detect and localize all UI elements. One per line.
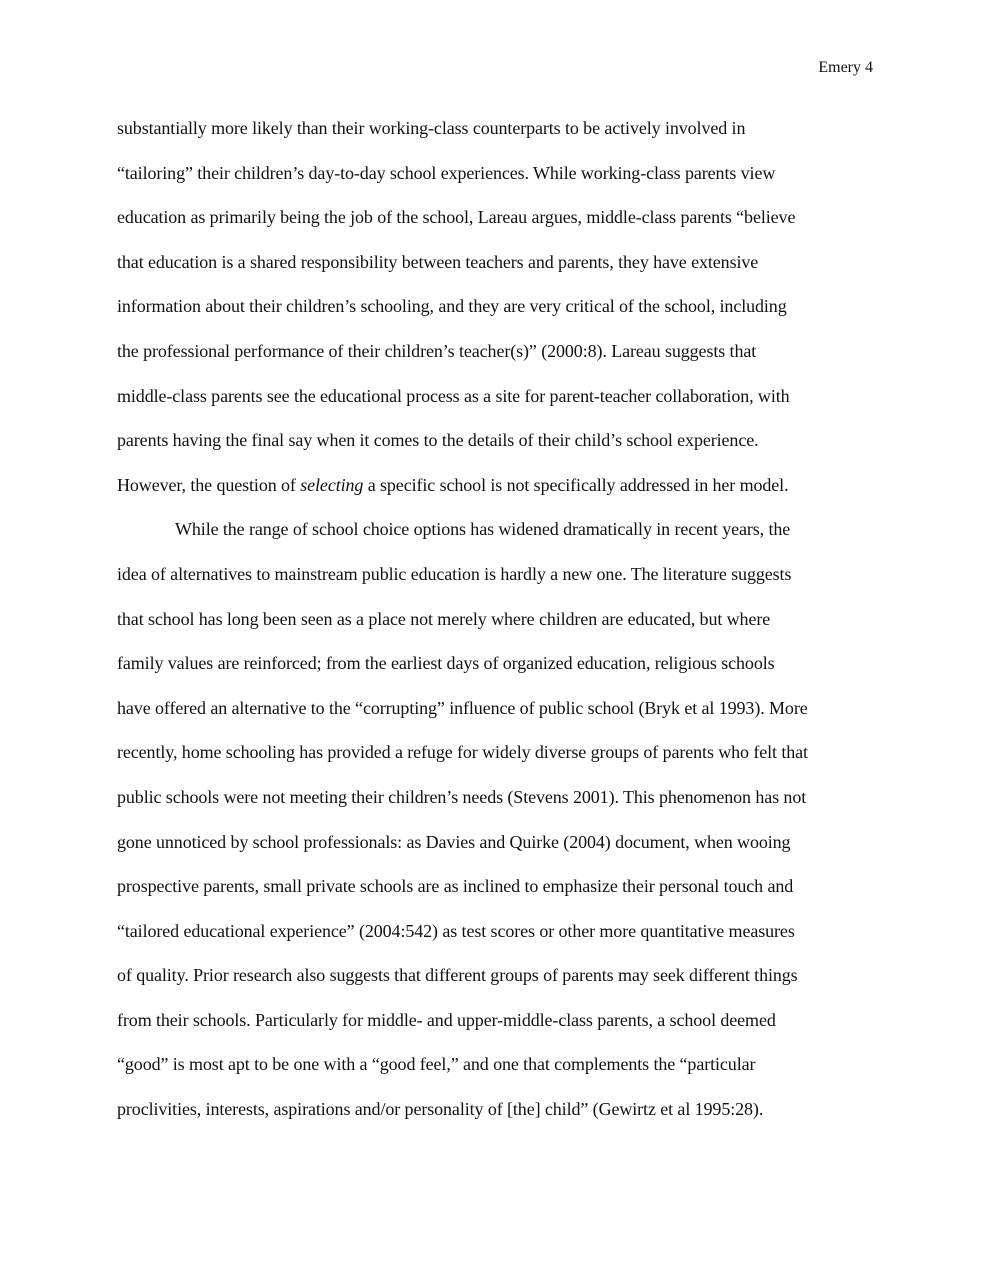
text-span: However, the question of — [117, 474, 301, 495]
text-line: of quality. Prior research also suggests that different groups of parents may seek different things — [117, 965, 798, 986]
text-line: have offered an alternative to the “corrupting” influence of public school (Bryk et al 1993). More — [117, 697, 808, 718]
text-line: middle-class parents see the educational process as a site for parent-teacher collaboration, with — [117, 385, 790, 406]
text-line: “tailored educational experience” (2004:542) as test scores or other more quantitative measures — [117, 920, 795, 941]
text-line: recently, home schooling has provided a refuge for widely diverse groups of parents who felt that — [117, 742, 808, 763]
text-line-with-italic — [117, 471, 877, 516]
running-header: Emery 4 — [818, 59, 873, 76]
text-line: gone unnoticed by school professionals: as Davies and Quirke (2004) document, when wooing — [117, 831, 791, 852]
text-line: the professional performance of their children’s teacher(s)” (2000:8). Lareau suggests that — [117, 340, 757, 361]
text-line: “tailoring” their children’s day-to-day school experiences. While working-class parents view — [117, 162, 776, 183]
text-line: that school has long been seen as a place not merely where children are educated, but where — [117, 608, 771, 629]
italic-emphasis: selecting — [300, 474, 364, 495]
text-line: idea of alternatives to mainstream public education is hardly a new one. The literature suggests — [117, 563, 792, 584]
text-line: parents having the final say when it comes to the details of their child’s school experience. — [117, 430, 759, 451]
text-line: from their schools. Particularly for middle- and upper-middle-class parents, a school deemed — [117, 1009, 776, 1030]
text-line: that education is a shared responsibility between teachers and parents, they have extensive — [117, 251, 759, 272]
text-line: education as primarily being the job of the school, Lareau argues, middle-class parents “believe — [117, 207, 796, 228]
text-line: public schools were not meeting their children’s needs (Stevens 2001). This phenomenon has not — [117, 786, 807, 807]
text-line: “good” is most apt to be one with a “good feel,” and one that complements the “particular — [117, 1054, 756, 1075]
text-line: information about their children’s schooling, and they are very critical of the school, including — [117, 296, 787, 317]
body-text — [117, 114, 877, 1140]
text-line: prospective parents, small private schools are as inclined to emphasize their personal touch and — [117, 876, 794, 897]
text-line: substantially more likely than their working-class counterparts to be actively involved in — [117, 118, 746, 138]
text-span: a specific school is not specifically addressed in her model. — [363, 474, 789, 495]
paragraph-first-line: While the range of school choice options has widened dramatically in recent years, the — [175, 519, 791, 540]
text-line: proclivities, interests, aspirations and/or personality of [the] child” (Gewirtz et al 1995:28). — [117, 1099, 764, 1120]
text-line: family values are reinforced; from the earliest days of organized education, religious schools — [117, 653, 775, 674]
